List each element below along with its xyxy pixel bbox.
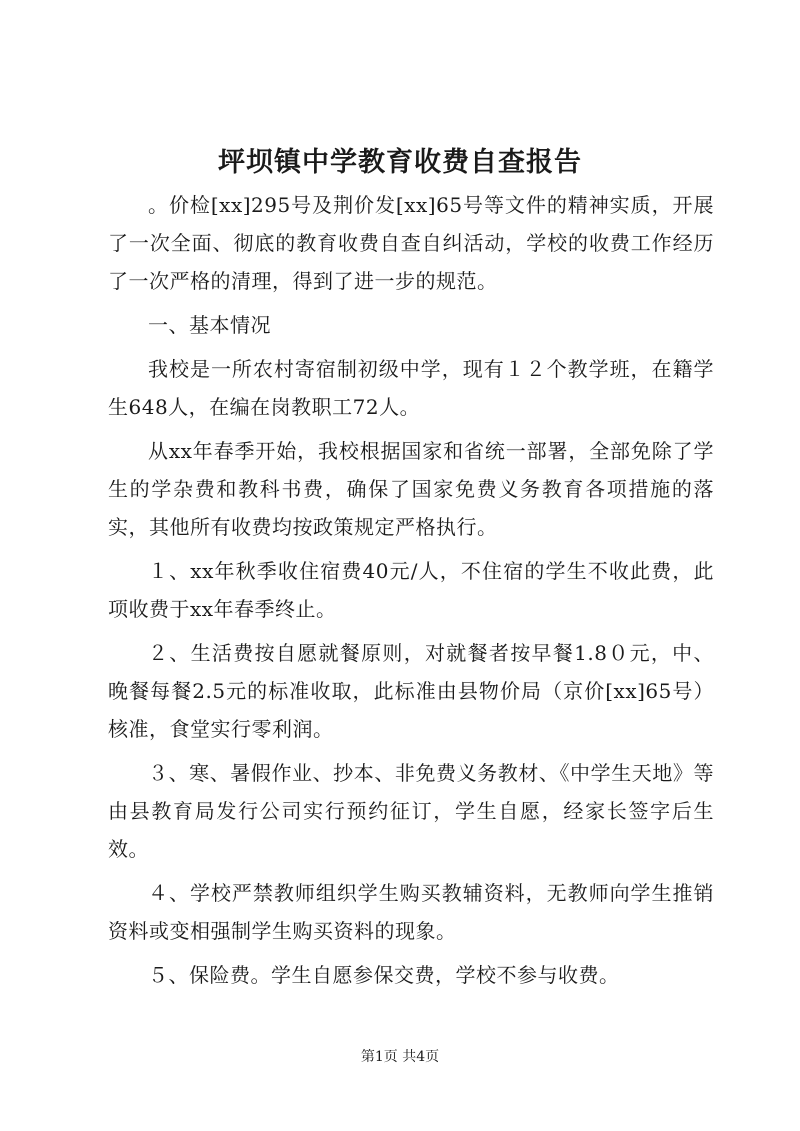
page-footer: 第1页 共4页: [360, 1049, 440, 1065]
paragraph-item-4-supplementary-materials: ４、学校严禁教师组织学生购买教辅资料，无教师向学生推销资料或变相强制学生购买资料的现象。: [108, 881, 714, 943]
paragraph-fee-exemption: 从xx年春季开始，我校根据国家和省统一部署，全部免除了学生的学杂费和教科书费，确保了国家免费义务教育各项措施的落实，其他所有收费均按政策规定严格执行。: [108, 439, 714, 539]
paragraph-school-overview: 我校是一所农村寄宿制初级中学，现有１２个教学班，在籍学生648人，在编在岗教职工72人。: [108, 357, 714, 419]
paragraph-item-3-materials: ３、寒、暑假作业、抄本、非免费义务教材、《中学生天地》等由县教育局发行公司实行预约征订，学生自愿，经家长签字后生效。: [108, 761, 714, 861]
document-title: 坪坝镇中学教育收费自查报告: [218, 147, 582, 178]
section-heading-basic-situation: 一、基本情况: [148, 313, 271, 337]
paragraph-item-1-accommodation-fee: １、xx年秋季收住宿费40元/人，不住宿的学生不收此费，此项收费于xx年春季终止。: [108, 559, 714, 621]
paragraph-item-2-living-expenses: ２、生活费按自愿就餐原则，对就餐者按早餐1.8０元，中、晚餐每餐2.5元的标准收取，此标准由县物价局（京价[xx]65号）核准，食堂实行零利润。: [108, 641, 714, 741]
paragraph-item-5-insurance: ５、保险费。学生自愿参保交费，学校不参与收费。: [148, 963, 620, 987]
document-body: [108, 186, 714, 1000]
paragraph-intro: 。价检[xx]295号及荆价发[xx]65号等文件的精神实质，开展了一次全面、彻底的教育收费自查自纠活动，学校的收费工作经历了一次严格的清理，得到了进一步的规范。: [108, 193, 714, 293]
